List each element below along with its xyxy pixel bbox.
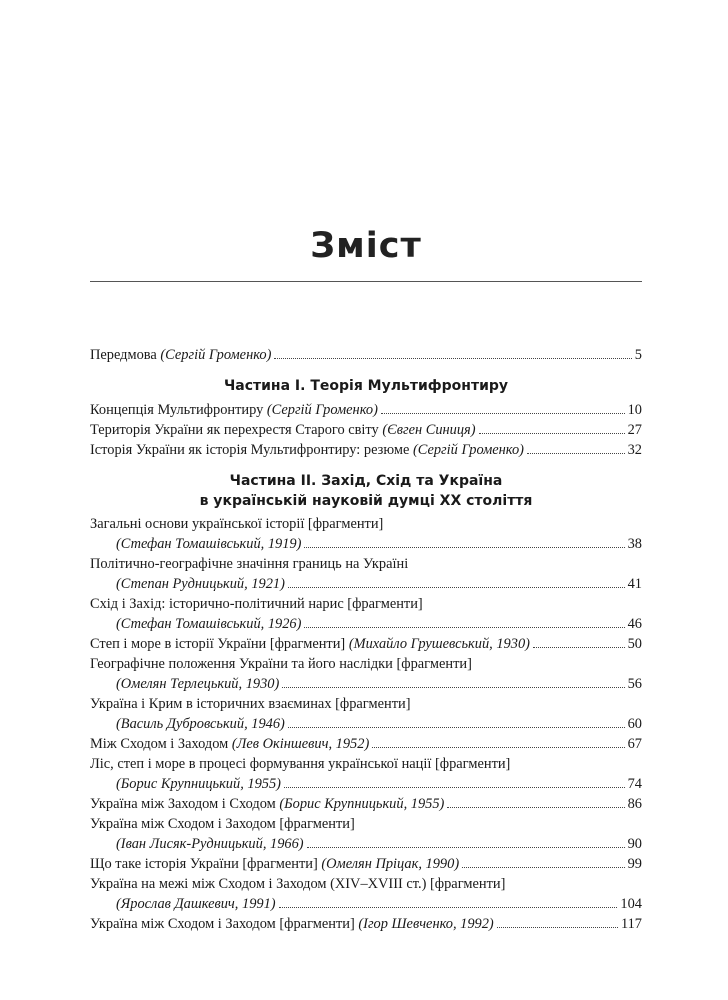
dot-leader bbox=[497, 927, 618, 928]
entry-author: (Сергій Громенко) bbox=[412, 442, 524, 458]
entry-title: Україна між Сходом і Заходом [фрагменти] bbox=[90, 816, 355, 832]
dot-leader bbox=[381, 413, 625, 414]
entry-author: (Омелян Терлецький, 1930) bbox=[116, 676, 280, 692]
entry-title: Степ і море в історії України [фрагменти] bbox=[90, 636, 349, 652]
entry-title: Україна і Крим в історичних взаєминах [фрагменти] bbox=[90, 696, 411, 712]
entry-page: 50 bbox=[627, 636, 642, 652]
toc-entry[interactable] bbox=[90, 514, 642, 554]
entry-title: Ліс, степ і море в процесі формування української нації [фрагменти] bbox=[90, 756, 511, 772]
toc-entry[interactable] bbox=[90, 634, 642, 654]
toc-entry[interactable] bbox=[90, 420, 642, 440]
entry-author: (Борис Крупницький, 1955) bbox=[279, 796, 445, 812]
entry-title: Політично-географічне значіння границь на Україні bbox=[90, 556, 409, 572]
entry-author: (Сергій Громенко) bbox=[160, 347, 272, 363]
entry-page: 46 bbox=[627, 616, 642, 632]
dot-leader bbox=[307, 847, 625, 848]
entry-page: 41 bbox=[627, 576, 642, 592]
entry-author: (Михайло Грушевський, 1930) bbox=[348, 636, 530, 652]
entry-title: Україна між Заходом і Сходом bbox=[90, 796, 280, 812]
dot-leader bbox=[284, 787, 625, 788]
entry-author: (Степан Рудницький, 1921) bbox=[116, 576, 285, 592]
entry-author: (Ігор Шевченко, 1992) bbox=[358, 916, 494, 932]
toc-entry[interactable] bbox=[90, 914, 642, 934]
entry-page: 74 bbox=[627, 776, 642, 792]
entry-title: Територія України як перехрестя Старого світу bbox=[90, 422, 383, 438]
entry-page: 56 bbox=[627, 676, 642, 692]
entry-author: (Сергій Громенко) bbox=[266, 402, 378, 418]
entry-title: Географічне положення України та його наслідки [фрагменти] bbox=[90, 656, 472, 672]
dot-leader bbox=[279, 907, 618, 908]
title-divider bbox=[90, 281, 642, 282]
toc-entry[interactable] bbox=[90, 814, 642, 854]
toc-entry[interactable] bbox=[90, 440, 642, 460]
entry-page: 5 bbox=[634, 347, 642, 363]
dot-leader bbox=[447, 807, 624, 808]
entry-page: 10 bbox=[627, 402, 642, 418]
dot-leader bbox=[288, 727, 625, 728]
entry-title: Історія України як історія Мультифронтиру: резюме bbox=[90, 442, 413, 458]
dot-leader bbox=[372, 747, 624, 748]
toc-entry-preface[interactable] bbox=[90, 345, 642, 365]
dot-leader bbox=[462, 867, 624, 868]
dot-leader bbox=[527, 453, 625, 454]
toc-entry[interactable] bbox=[90, 754, 642, 794]
entry-page: 90 bbox=[627, 836, 642, 852]
entry-title: Загальні основи української історії [фрагменти] bbox=[90, 516, 384, 532]
toc-entry[interactable] bbox=[90, 654, 642, 694]
dot-leader bbox=[274, 358, 631, 359]
toc-entry[interactable] bbox=[90, 400, 642, 420]
dot-leader bbox=[304, 627, 624, 628]
entry-author: (Євген Синиця) bbox=[382, 422, 476, 438]
entry-page: 117 bbox=[620, 916, 642, 932]
toc-entry[interactable] bbox=[90, 854, 642, 874]
table-of-contents bbox=[90, 345, 642, 934]
part-2-heading bbox=[90, 471, 642, 511]
entry-author: (Борис Крупницький, 1955) bbox=[116, 776, 281, 792]
entry-title: Концепція Мультифронтиру bbox=[90, 402, 267, 418]
toc-entry[interactable] bbox=[90, 694, 642, 734]
entry-title: Що таке історія України [фрагменти] bbox=[90, 856, 322, 872]
entry-page: 67 bbox=[627, 736, 642, 752]
toc-entry[interactable] bbox=[90, 734, 642, 754]
entry-author: (Ярослав Дашкевич, 1991) bbox=[116, 896, 276, 912]
entry-page: 27 bbox=[627, 422, 642, 438]
entry-page: 104 bbox=[620, 896, 642, 912]
entry-page: 32 bbox=[627, 442, 642, 458]
entry-title: Між Сходом і Заходом bbox=[90, 736, 232, 752]
entry-author: (Стефан Томашівський, 1919) bbox=[116, 536, 302, 552]
dot-leader bbox=[479, 433, 625, 434]
entry-title: Схід і Захід: історично-політичний нарис [фрагменти] bbox=[90, 596, 423, 612]
entry-page: 99 bbox=[627, 856, 642, 872]
entry-author: (Лев Окіншевич, 1952) bbox=[231, 736, 370, 752]
entry-page: 60 bbox=[627, 716, 642, 732]
part-2-heading-line-1: Частина ІІ. Захід, Схід та Україна bbox=[229, 473, 503, 489]
entry-title: Україна між Сходом і Заходом [фрагменти] bbox=[90, 916, 359, 932]
entry-page: 38 bbox=[627, 536, 642, 552]
part-1-heading: Частина І. Теорія Мультифронтиру bbox=[223, 378, 509, 394]
entry-title: Україна на межі між Сходом і Заходом (XIV–XVIII ст.) [фрагменти] bbox=[90, 876, 506, 892]
dot-leader bbox=[533, 647, 625, 648]
entry-page: 86 bbox=[627, 796, 642, 812]
dot-leader bbox=[288, 587, 625, 588]
dot-leader bbox=[304, 547, 624, 548]
entry-author: (Василь Дубровський, 1946) bbox=[116, 716, 285, 732]
toc-entry[interactable] bbox=[90, 874, 642, 914]
entry-author: (Омелян Пріцак, 1990) bbox=[321, 856, 460, 872]
toc-entry[interactable] bbox=[90, 594, 642, 634]
page-title: Зміст bbox=[310, 226, 422, 266]
entry-author: (Іван Лисяк-Рудницький, 1966) bbox=[116, 836, 304, 852]
toc-entry[interactable] bbox=[90, 554, 642, 594]
dot-leader bbox=[282, 687, 624, 688]
entry-author: (Стефан Томашівський, 1926) bbox=[116, 616, 302, 632]
part-2-heading-line-2: в українській науковій думці ХХ століття bbox=[199, 493, 533, 509]
entry-title: Передмова bbox=[90, 347, 161, 363]
toc-entry[interactable] bbox=[90, 794, 642, 814]
